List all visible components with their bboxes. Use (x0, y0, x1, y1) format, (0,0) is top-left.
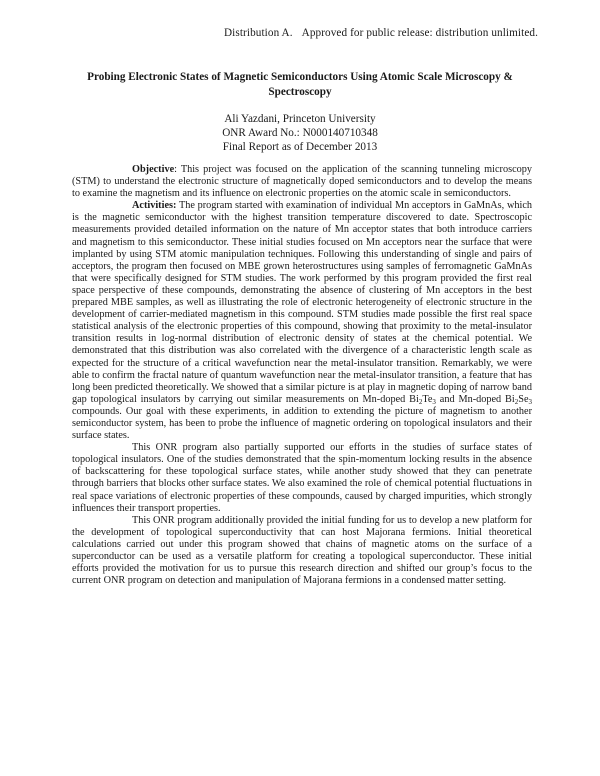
funding-paragraph: This ONR program additionally provided the initial funding for us to develop a new platform for the development of topological superconductivity that can host Majorana fermions. Initial theoretical calculations carried out under this program showed that chains of magnetic atoms on the surface of a superconductor can be used as a versatile platform for creating a topological superconductor. These initial efforts provided the motivation for us to pursue this research direction and shifted our group’s focus to the current ONR program on detection and manipulation of Majorana fermions in a condensed matter setting. (72, 514, 532, 587)
objective-text: : This project was focused on the application of the scanning tunneling microscopy (STM) to understand the electronic structure of magnetically doped semiconductors and to develop the means to examine the magnetism and its influence on electronic properties on the atomic scale in semiconductors. (72, 164, 532, 200)
activities-text-2: Te (422, 393, 433, 405)
activities-text-5: compounds. Our goal with these experiments, in addition to extending the picture of magnetism to another semiconductor system, has been to probe the influence of magnetic ordering on topological insulators and their surface states. (72, 405, 532, 442)
activities-heading: Activities: (132, 200, 177, 212)
surface-states-paragraph: This ONR program also partially supported our efforts in the studies of surface states of topological insulators. One of the studies demonstrated that the spin-momentum locking results in the absence of backscattering for these topological surface states, while another study showed that they can penetrate through barriers that blocks other surface states. We also examined the role of chemical potential fluctuations in real space variations of electronic properties of these compounds, caused by charged impurities, which strongly influences their transport properties. (72, 442, 532, 514)
distribution-text: Approved for public release: distribution unlimited. (301, 27, 538, 39)
subscript: 3 (528, 397, 532, 406)
activities-paragraph (72, 200, 532, 442)
subscript: 2 (418, 397, 423, 406)
author-block (60, 112, 540, 155)
activities-text-4: Se (518, 393, 529, 405)
activities-text-3: and Mn-doped Bi (435, 393, 515, 405)
distribution-label: Distribution A. (224, 27, 293, 39)
report-title: Probing Electronic States of Magnetic Semiconductors Using Atomic Scale Microscopy & Spectroscopy (87, 71, 513, 98)
award-number: ONR Award No.: N000140710348 (222, 127, 378, 140)
activities-text-1: The program started with examination of individual Mn acceptors in GaMnAs, which is the magnetic semiconductor with the highest transition temperature discovered to date. Spectroscopic measurements provided detailed information on the nature of Mn acceptor states that both introduce carriers and magnetism to this semiconductor. These initial studies focused on Mn acceptors near the surface that were implanted by using STM atomic manipulation techniques. Following this understanding of single and pairs of acceptors, the program then focused on MBE grown heterostructures using samples of ferromagnetic GaMnAs that were specifically designed for STM studies. The work performed by this program provided the first real space perspective of these compounds, demonstrating the absence of clustering of Mn acceptors in the best prepared MBE samples, as well as illustrating the role of electronic heterogeneity of electronic structure in the development of carrier-mediated magnetism in this compound. STM studies made possible the first real space statistical analysis of the electronic properties of this compound, showing that proximity to the metal-insulator transition results in log-normal distribution of electronic density of states at the chemical potential. We demonstrated that this distribution was also correlated with the divergence of a characteristic length scale as expected for the structure of a critical wavefunction near the metal-insulator transition. Remarkably, we were able to confirm the fractal nature of quantum wavefunction near the metal-insulator transition, a feature that has long been predicted theoretically. We showed that a similar picture is at play in magnetic doping of narrow band gap topological insulators by carrying out similar measurements on Mn-doped Bi (72, 200, 532, 405)
subscript: 2 (514, 397, 519, 406)
objective-heading: Objective (132, 164, 175, 175)
report-date: Final Report as of December 2013 (222, 141, 378, 154)
author-name: Ali Yazdani, Princeton University (224, 113, 376, 125)
distribution-statement (224, 27, 538, 39)
report-body (72, 164, 532, 587)
objective-paragraph (72, 164, 532, 200)
subscript: 3 (432, 397, 436, 406)
